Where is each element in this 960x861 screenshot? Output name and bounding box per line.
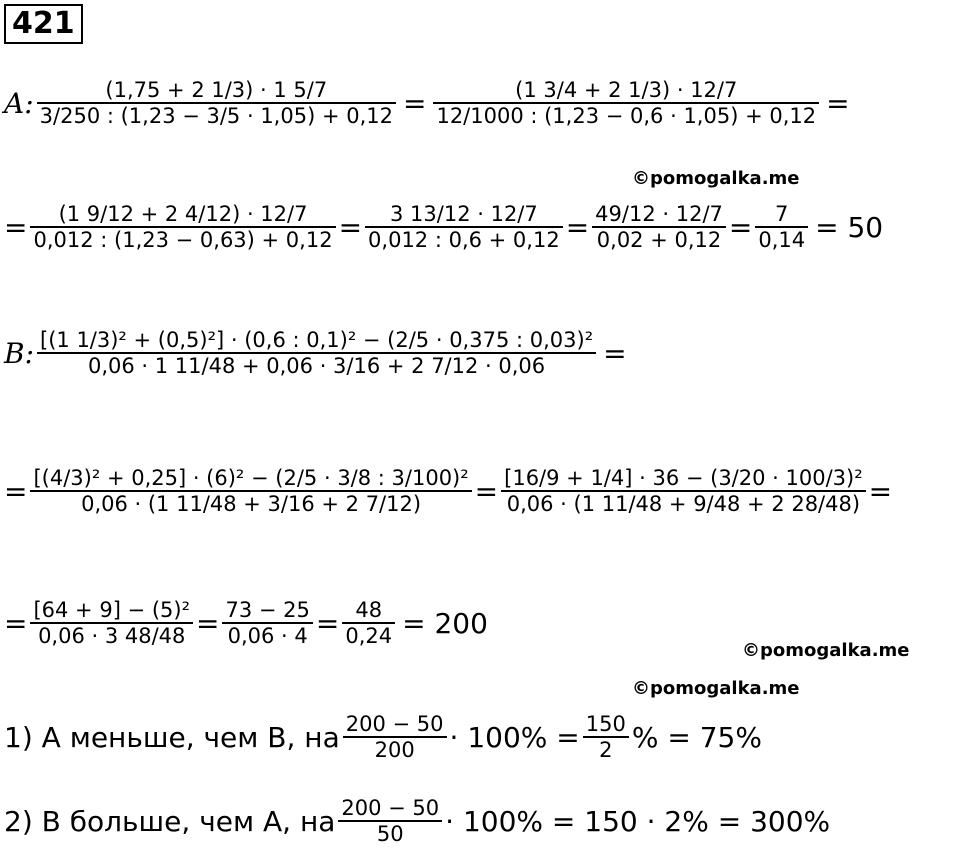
fraction-denominator: 0,06 · 4 [227, 624, 308, 649]
fraction-numerator: (1 9/12 + 2 4/12) · 12/7 [58, 202, 308, 226]
fraction-numerator: 73 − 25 [225, 598, 310, 622]
watermark: ©pomogalka.me [632, 168, 800, 189]
part-a-r2-fraction-2 [365, 202, 563, 252]
fraction-denominator: 0,24 [345, 624, 393, 649]
fraction-numerator: [(1 1/3)² + (0,5)²] · (0,6 : 0,1)² − (2/5 · 0,375 : 0,03)² [40, 328, 594, 352]
answer-2-fraction [338, 796, 442, 846]
fraction-numerator: 200 − 50 [345, 712, 444, 736]
answer-1 [0, 712, 762, 762]
fraction-denominator: 0,14 [758, 228, 806, 253]
part-a-r2-fraction-1 [30, 202, 335, 252]
equals-sign: = [4, 210, 28, 244]
answer-2-suffix: · 100% = 150 · 2% = 300% [445, 804, 831, 838]
part-b-r3-fraction-3 [342, 598, 395, 648]
part-a-r2-fraction-3 [592, 202, 726, 252]
fraction-numerator: 3 13/12 · 12/7 [390, 202, 538, 226]
part-a-line-2 [0, 202, 883, 252]
part-b-line-2 [0, 466, 892, 516]
answer-1-fraction [343, 712, 447, 762]
answer-1-mid: · 100% = [449, 720, 580, 754]
fraction-denominator: 0,06 · 3 48/48 [38, 624, 186, 649]
answer-1-fraction-2 [583, 712, 629, 762]
equals-sign: = [4, 606, 28, 640]
part-a-fraction-2 [433, 78, 819, 128]
part-b-fraction-1 [37, 328, 596, 378]
fraction-denominator: 3/250 : (1,23 − 3/5 · 1,05) + 0,12 [39, 104, 393, 129]
answer-1-suffix: % = 75% [631, 720, 762, 754]
part-b-r2-fraction-2 [501, 466, 866, 516]
equals-sign: = [565, 210, 590, 244]
part-a-line-1 [0, 78, 850, 128]
equals-sign: = [196, 606, 220, 640]
part-b-result: = 200 [402, 606, 488, 640]
answer-1-prefix: 1) A меньше, чем B, на [4, 720, 340, 754]
equals-sign: = [728, 210, 753, 244]
equals-sign: = [603, 336, 627, 370]
fraction-denominator: 0,06 · (1 11/48 + 9/48 + 2 28/48) [506, 492, 861, 517]
equals-sign: = [4, 474, 28, 508]
fraction-denominator: 0,02 + 0,12 [596, 228, 722, 253]
answer-2 [0, 796, 830, 846]
fraction-denominator: 0,012 : (1,23 − 0,63) + 0,12 [33, 228, 333, 253]
fraction-numerator: 7 [775, 202, 789, 226]
fraction-numerator: (1 3/4 + 2 1/3) · 12/7 [515, 78, 738, 102]
part-b-r3-fraction-1 [30, 598, 193, 648]
equals-sign: = [315, 606, 340, 640]
fraction-denominator: 0,06 · 1 11/48 + 0,06 · 3/16 + 2 7/12 · 0,06 [87, 354, 546, 379]
watermark: ©pomogalka.me [632, 678, 800, 699]
fraction-numerator: [64 + 9] − (5)² [33, 598, 190, 622]
fraction-denominator: 12/1000 : (1,23 − 0,6 · 1,05) + 0,12 [436, 104, 817, 129]
fraction-numerator: 49/12 · 12/7 [595, 202, 723, 226]
part-b-r2-fraction-1 [30, 466, 471, 516]
fraction-numerator: [(4/3)² + 0,25] · (6)² − (2/5 · 3/8 : 3/100)² [33, 466, 469, 490]
equals-sign: = [402, 86, 427, 120]
fraction-numerator: 48 [355, 598, 383, 622]
part-a-result: = 50 [815, 210, 884, 244]
equals-sign: = [474, 474, 499, 508]
fraction-denominator: 2 [599, 738, 613, 763]
equals-sign: = [338, 210, 363, 244]
part-a-fraction-1 [37, 78, 396, 128]
watermark: ©pomogalka.me [742, 640, 910, 661]
part-b-r3-fraction-2 [222, 598, 312, 648]
fraction-denominator: 50 [376, 822, 404, 847]
fraction-denominator: 0,06 · (1 11/48 + 3/16 + 2 7/12) [81, 492, 422, 517]
fraction-numerator: 200 − 50 [341, 796, 440, 820]
fraction-denominator: 200 [374, 738, 415, 763]
fraction-numerator: 150 [585, 712, 626, 736]
problem-number: 421 [4, 4, 83, 44]
part-b-line-1 [0, 328, 627, 378]
equals-sign: = [868, 474, 893, 508]
fraction-numerator: [16/9 + 1/4] · 36 − (3/20 · 100/3)² [504, 466, 863, 490]
fraction-numerator: (1,75 + 2 1/3) · 1 5/7 [105, 78, 328, 102]
fraction-denominator: 0,012 : 0,6 + 0,12 [368, 228, 560, 253]
part-a-r2-fraction-4 [755, 202, 808, 252]
answer-2-prefix: 2) B больше, чем A, на [4, 804, 336, 838]
part-a-label: A: [4, 86, 34, 120]
equals-sign: = [826, 86, 850, 120]
part-b-line-3 [0, 598, 488, 648]
part-b-label: B: [4, 336, 35, 370]
